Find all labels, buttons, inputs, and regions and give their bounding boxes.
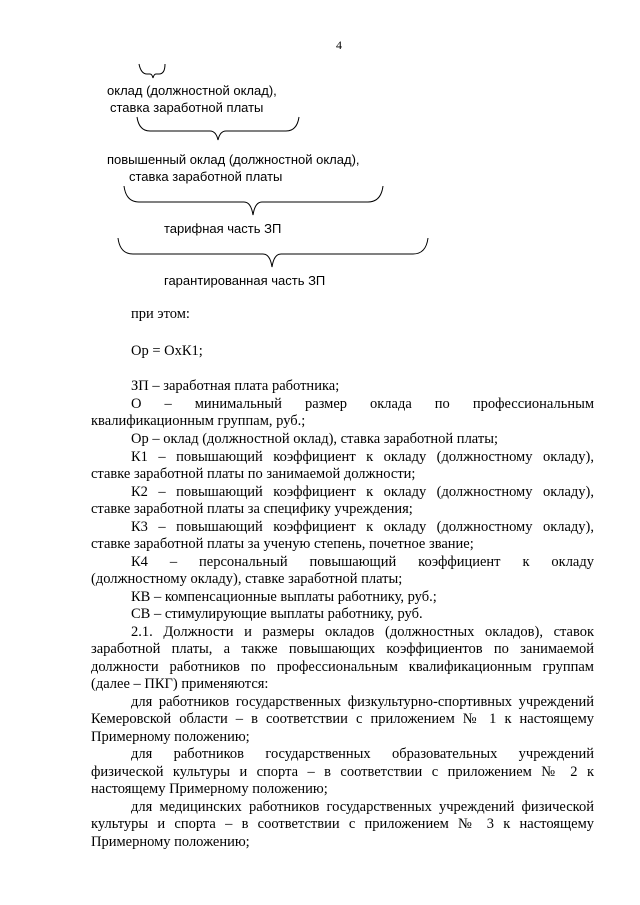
paragraph-2-1-line4: (далее – ПКГ) применяются: (91, 676, 269, 692)
top-brace-stub (137, 62, 167, 82)
definition-k4-line1: К4 – персональный повышающий коэффициент к окладу (131, 554, 594, 570)
definition-k3-line1: К3 – повышающий коэффициент к окладу (должностному окладу), (131, 519, 594, 535)
text-pri-etom: при этом: (131, 306, 190, 322)
bullet-2-line1: для работников государственных образовательных учреждений (131, 746, 594, 762)
formula: Ор = ОхК1; (131, 343, 203, 359)
bullet-1-line1: для работников государственных физкультурно-спортивных учреждений (131, 694, 594, 710)
bullet-1-line3: Примерному положению; (91, 729, 250, 745)
definition-k2-line2: ставке заработной платы за специфику учреждения; (91, 501, 413, 517)
diagram-row3: тарифная часть ЗП (164, 221, 282, 236)
definition-k1-line2: ставке заработной платы по занимаемой должности; (91, 466, 416, 482)
definition-k4-line2: (должностному окладу), ставке заработной платы; (91, 571, 403, 587)
bullet-2-line3: настоящему Примерному положению; (91, 781, 328, 797)
definition-k1-line1: К1 – повышающий коэффициент к окладу (должностному окладу), (131, 449, 594, 465)
bullet-2-line2: физической культуры и спорта – в соответствии с приложением № 2 к (91, 764, 594, 780)
diagram-row2-line2: ставка заработной платы (129, 169, 283, 184)
bullet-3-line2: культуры и спорта – в соответствии с приложением № 3 к настоящему (91, 816, 594, 832)
bullet-3-line3: Примерному положению; (91, 834, 250, 850)
paragraph-2-1-line2: заработной платы, а также повышающих коэффициентов по занимаемой (91, 641, 594, 657)
definition-zp: ЗП – заработная плата работника; (131, 378, 340, 394)
definition-sv: СВ – стимулирующие выплаты работнику, руб. (131, 606, 423, 622)
definition-k2-line1: К2 – повышающий коэффициент к окладу (должностному окладу), (131, 484, 594, 500)
diagram-row4: гарантированная часть ЗП (164, 273, 326, 288)
brace-2 (123, 185, 385, 217)
paragraph-2-1-line1: 2.1. Должности и размеры окладов (должностных окладов), ставок (131, 624, 594, 640)
definition-k3-line2: ставке заработной платы за ученую степень, почетное звание; (91, 536, 474, 552)
page-number: 4 (336, 38, 342, 52)
paragraph-2-1-line3: должности работников по профессиональным квалификационным группам (91, 659, 594, 675)
definition-or: Ор – оклад (должностной оклад), ставка заработной платы; (131, 431, 498, 447)
brace-3 (117, 237, 429, 269)
diagram-row2-line1: повышенный оклад (должностной оклад), (107, 152, 360, 167)
brace-1 (136, 116, 300, 142)
definition-o-line1: О – минимальный размер оклада по профессиональным (131, 396, 594, 412)
diagram-row1-line2: ставка заработной платы (110, 100, 264, 115)
diagram-row1-line1: оклад (должностной оклад), (107, 83, 277, 98)
bullet-3-line1: для медицинских работников государственных учреждений физической (131, 799, 594, 815)
definition-o-line2: квалификационным группам, руб.; (91, 413, 306, 429)
definition-kv: КВ – компенсационные выплаты работнику, руб.; (131, 589, 437, 605)
bullet-1-line2: Кемеровской области – в соответствии с приложением № 1 к настоящему (91, 711, 594, 727)
